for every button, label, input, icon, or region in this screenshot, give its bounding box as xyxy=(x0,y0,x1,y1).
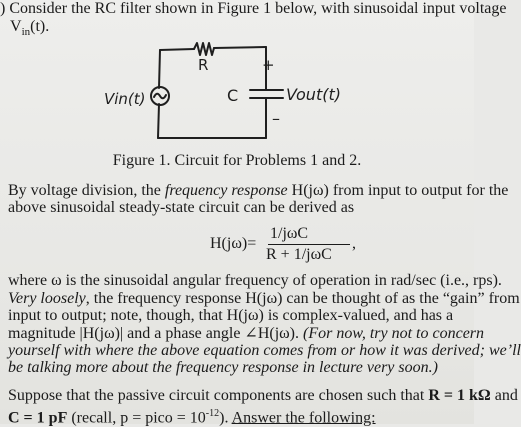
problem-intro-text: Consider the RC filter shown in Figure 1 below, with sinusoidal input voltage xyxy=(9,0,507,17)
answer-following-heading: Answer the following: xyxy=(231,409,376,427)
para2-text-2b: , the frequency response H(jω) can be thought of as the “gain” from xyxy=(85,290,520,307)
fraction-bar xyxy=(268,244,350,245)
top-wire-left xyxy=(160,49,194,50)
vin-symbol: V xyxy=(10,18,22,35)
para2-italic-4b: (For now, try not to concern xyxy=(303,325,485,342)
resistor-value: R = 1 kΩ xyxy=(428,387,491,404)
equation-numerator: 1/jωC xyxy=(270,225,309,242)
minus-sign: – xyxy=(272,109,280,128)
para2-line-5: yourself with where the above equation comes from or how it was derived; we’ll xyxy=(8,342,521,359)
vin-subscript: in xyxy=(21,26,31,39)
resistor-symbol xyxy=(194,43,214,55)
plus-sign: + xyxy=(262,56,275,74)
equation-lhs: H(jω)= xyxy=(210,235,257,252)
equation-comma: , xyxy=(352,235,356,252)
para2-line-2 xyxy=(8,290,520,308)
para1-text-a: By voltage division, the xyxy=(8,182,165,199)
capacitor-label: C xyxy=(227,86,239,105)
para3-text-a: Suppose that the passive circuit components are chosen such that xyxy=(8,387,429,404)
left-wire-top xyxy=(159,50,160,88)
para2-line-1: where ω is the sinusoidal angular frequency of operation in rad/sec (i.e., rps). xyxy=(8,272,502,289)
para2-line-4 xyxy=(8,325,484,343)
pico-exponent: -12 xyxy=(205,408,220,419)
equation-denominator: R + 1/jωC xyxy=(266,246,332,263)
para2-line-6: be talking more about the frequency response in lecture very soon.) xyxy=(8,359,438,376)
vout-label: Vout(t) xyxy=(286,85,341,104)
sine-icon xyxy=(154,94,166,99)
para1-line-2: above sinusoidal steady-state circuit can be derived as xyxy=(8,199,355,216)
vin-suffix: (t). xyxy=(30,18,50,35)
problem-marker: ) xyxy=(0,0,6,17)
para3-text-2c: ). xyxy=(219,409,232,427)
para3-line-2 xyxy=(8,405,376,427)
top-wire-right xyxy=(214,47,266,48)
para2-text-4a: magnitude |H(jω)| and a phase angle ∠H(jω). xyxy=(8,325,304,342)
left-wire-bottom xyxy=(158,104,159,138)
frequency-response-term: frequency response xyxy=(164,182,288,199)
resistor-label: R xyxy=(198,56,209,74)
figure-caption: Figure 1. Circuit for Problems 1 and 2. xyxy=(112,152,362,169)
para3-text-c: and xyxy=(490,387,518,404)
vin-label: Vin(t) xyxy=(104,90,146,108)
very-loosely-term: Very loosely xyxy=(8,290,86,307)
para2-line-3: input to output; note, though, that H(jω) is complex-valued, and has a xyxy=(8,307,454,324)
capacitor-value: C = 1 pF xyxy=(8,409,68,427)
para1-text-c: H(jω) from input to output for the xyxy=(287,182,509,199)
rc-circuit-diagram xyxy=(0,0,474,160)
para3-line-1 xyxy=(8,387,518,405)
para1-line-1 xyxy=(8,182,508,200)
pico-definition: (recall, p = pico = 10 xyxy=(67,409,206,427)
